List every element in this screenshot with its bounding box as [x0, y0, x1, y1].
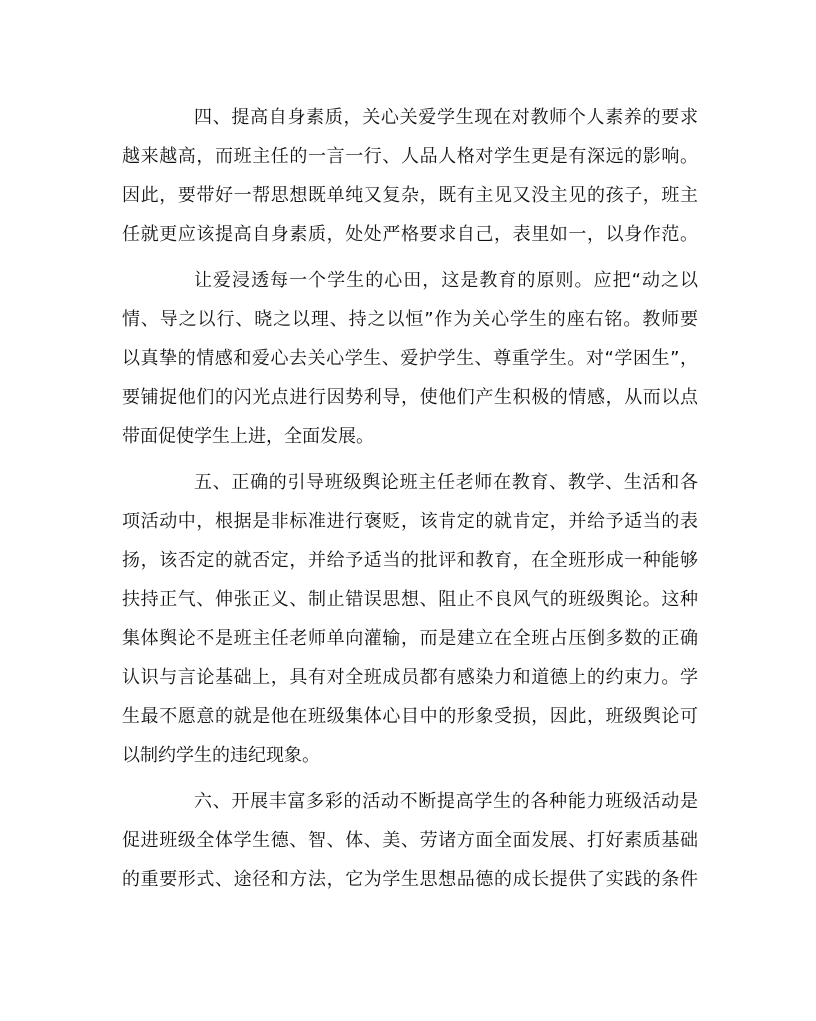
- text-line: 任就更应该提高自身素质，处处严格要求自己，表里如一，以身作范。: [122, 224, 698, 245]
- text-line: 五、正确的引导班级舆论班主任老师在教育、教学、生活和各: [194, 472, 698, 493]
- text-line: 的重要形式、途径和方法，它为学生思想品德的成长提供了实践的条件: [122, 869, 698, 890]
- text-line: 四、提高自身素质，关心关爱学生现在对教师个人素养的要求: [194, 107, 698, 128]
- paragraph-4: [122, 98, 698, 254]
- text-line: 生最不愿意的就是他在班级集体心目中的形象受损，因此，班级舆论可: [122, 706, 698, 727]
- text-line: 情、导之以行、晓之以理、持之以恒”作为关心学生的座右铭。教师要: [122, 309, 698, 330]
- text-line: 促进班级全体学生德、智、体、美、劳诸方面全面发展、打好素质基础: [122, 830, 698, 851]
- text-line: 带面促使学生上进，全面发展。: [122, 426, 374, 447]
- text-line: 扬，该否定的就否定，并给予适当的批评和教育，在全班形成一种能够: [122, 550, 698, 571]
- text-line: 因此，要带好一帮思想既单纯又复杂，既有主见又没主见的孩子，班主: [122, 185, 698, 206]
- text-line: 越来越高，而班主任的一言一行、人品人格对学生更是有深远的影响。: [122, 146, 698, 167]
- text-line: 以真挚的情感和爱心去关心学生、爱护学生、尊重学生。对“学困生”，: [122, 348, 698, 369]
- paragraph-6: [122, 782, 698, 899]
- text-line: 以制约学生的违纪现象。: [122, 745, 320, 766]
- text-line: 扶持正气、伸张正义、制止错误思想、阻止不良风气的班级舆论。这种: [122, 589, 698, 610]
- document-body: [122, 98, 698, 906]
- text-line: 集体舆论不是班主任老师单向灌输，而是建立在全班占压倒多数的正确: [122, 628, 698, 649]
- text-line: 让爱浸透每一个学生的心田，这是教育的原则。应把“动之以: [194, 270, 698, 291]
- paragraph-5: [122, 463, 698, 775]
- text-line: 项活动中，根据是非标准进行褒贬，该肯定的就肯定，并给予适当的表: [122, 511, 698, 532]
- text-line: 要铺捉他们的闪光点进行因势利导，使他们产生积极的情感，从而以点: [122, 387, 698, 408]
- paragraph-love: [122, 261, 698, 456]
- text-line: 认识与言论基础上，具有对全班成员都有感染力和道德上的约束力。学: [122, 667, 698, 688]
- text-line: 六、开展丰富多彩的活动不断提高学生的各种能力班级活动是: [194, 791, 698, 812]
